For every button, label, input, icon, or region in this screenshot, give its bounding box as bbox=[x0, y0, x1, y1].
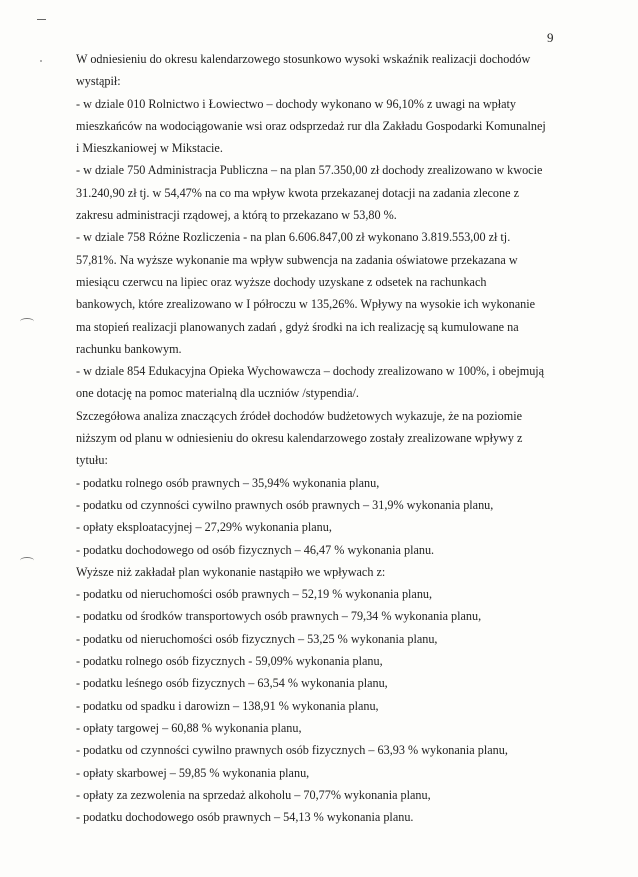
text-line: - podatku dochodowego od osób fizycznych – 46,47 % wykonania planu. bbox=[76, 542, 435, 557]
text-line: zakresu administracji rządowej, a którą to przekazano w 53,80 %. bbox=[76, 208, 397, 223]
scan-artifact-dot bbox=[40, 60, 42, 62]
text-line: ma stopień realizacji planowanych zadań , gdyż środki na ich realizację są kumulowane na bbox=[76, 319, 519, 334]
text-line: - w dziale 010 Rolnictwo i Łowiectwo – dochody wykonano w 96,10% z uwagi na wpłaty bbox=[76, 96, 517, 111]
text-line: - w dziale 758 Różne Rozliczenia - na plan 6.606.847,00 zł wykonano 3.819.553,00 zł tj. bbox=[76, 230, 511, 245]
text-line: 57,81%. Na wyższe wykonanie ma wpływ subwencja na zadania oświatowe przekazana w bbox=[76, 252, 518, 267]
text-line: bankowych, które zrealizowano w I półroczu w 135,26%. Wpływy na wysokie ich wykonanie bbox=[76, 297, 536, 312]
text-line: - podatku od czynności cywilno prawnych osób prawnych – 31,9% wykonania planu, bbox=[76, 497, 494, 512]
text-line: - podatku od nieruchomości osób prawnych – 52,19 % wykonania planu, bbox=[76, 587, 433, 602]
text-line: - w dziale 854 Edukacyjna Opieka Wychowawcza – dochody zrealizowano w 100%, i obejmują bbox=[76, 364, 545, 379]
text-line: one dotację na pomoc materialną dla uczniów /stypendia/. bbox=[76, 386, 359, 401]
scan-artifact-arc-1 bbox=[20, 318, 34, 325]
text-line: i Mieszkaniowej w Mikstacie. bbox=[76, 141, 223, 156]
body-text bbox=[76, 48, 581, 828]
text-line: - opłaty eksploatacyjnej – 27,29% wykonania planu, bbox=[76, 520, 332, 535]
text-line: Wyższe niż zakładał plan wykonanie nastąpiło we wpływach z: bbox=[76, 564, 386, 579]
text-line: - podatku od spadku i darowizn – 138,91 % wykonania planu, bbox=[76, 698, 379, 713]
text-line: - podatku od czynności cywilno prawnych osób fizycznych – 63,93 % wykonania planu, bbox=[76, 743, 508, 758]
text-line: Szczegółowa analiza znaczących źródeł dochodów budżetowych wykazuje, że na poziomie bbox=[76, 408, 522, 423]
text-line: miesiącu czerwcu na lipiec oraz wyższe dochody uzyskane z odsetek na rachunkach bbox=[76, 274, 487, 289]
text-line: - opłaty skarbowej – 59,85 % wykonania planu, bbox=[76, 765, 310, 780]
text-line: - podatku od środków transportowych osób prawnych – 79,34 % wykonania planu, bbox=[76, 609, 482, 624]
text-line: - w dziale 750 Administracja Publiczna – na plan 57.350,00 zł dochody zrealizowano w kwocie bbox=[76, 163, 543, 178]
text-line: 31.240,90 zł tj. w 54,47% na co ma wpływ kwota przekazanej dotacji na zadania zlecone z bbox=[76, 185, 519, 200]
scan-artifact-top bbox=[37, 19, 46, 20]
text-line: - podatku dochodowego osób prawnych – 54,13 % wykonania planu. bbox=[76, 810, 414, 825]
text-line: - opłaty targowej – 60,88 % wykonania planu, bbox=[76, 720, 302, 735]
text-line: - podatku leśnego osób fizycznych – 63,54 % wykonania planu, bbox=[76, 676, 388, 691]
text-line: - podatku rolnego osób prawnych – 35,94% wykonania planu, bbox=[76, 475, 380, 490]
text-line: - podatku rolnego osób fizycznych - 59,09% wykonania planu, bbox=[76, 654, 383, 669]
scan-artifact-arc-2 bbox=[20, 557, 34, 564]
text-line: tytułu: bbox=[76, 453, 108, 468]
text-line: - podatku od nieruchomości osób fizycznych – 53,25 % wykonania planu, bbox=[76, 631, 438, 646]
text-line: mieszkańców na wodociągowanie wsi oraz odsprzedaż rur dla Zakładu Gospodarki Komunalnej bbox=[76, 118, 546, 133]
text-line: rachunku bankowym. bbox=[76, 341, 182, 356]
text-line: W odniesieniu do okresu kalendarzowego stosunkowo wysoki wskaźnik realizacji dochodów bbox=[76, 52, 531, 66]
text-line: wystąpił: bbox=[76, 74, 121, 89]
page-number: 9 bbox=[547, 30, 554, 45]
text-line: niższym od planu w odniesieniu do okresu kalendarzowego zostały zrealizowane wpływy z bbox=[76, 431, 523, 446]
text-line: - opłaty za zezwolenia na sprzedaż alkoholu – 70,77% wykonania planu, bbox=[76, 787, 431, 802]
